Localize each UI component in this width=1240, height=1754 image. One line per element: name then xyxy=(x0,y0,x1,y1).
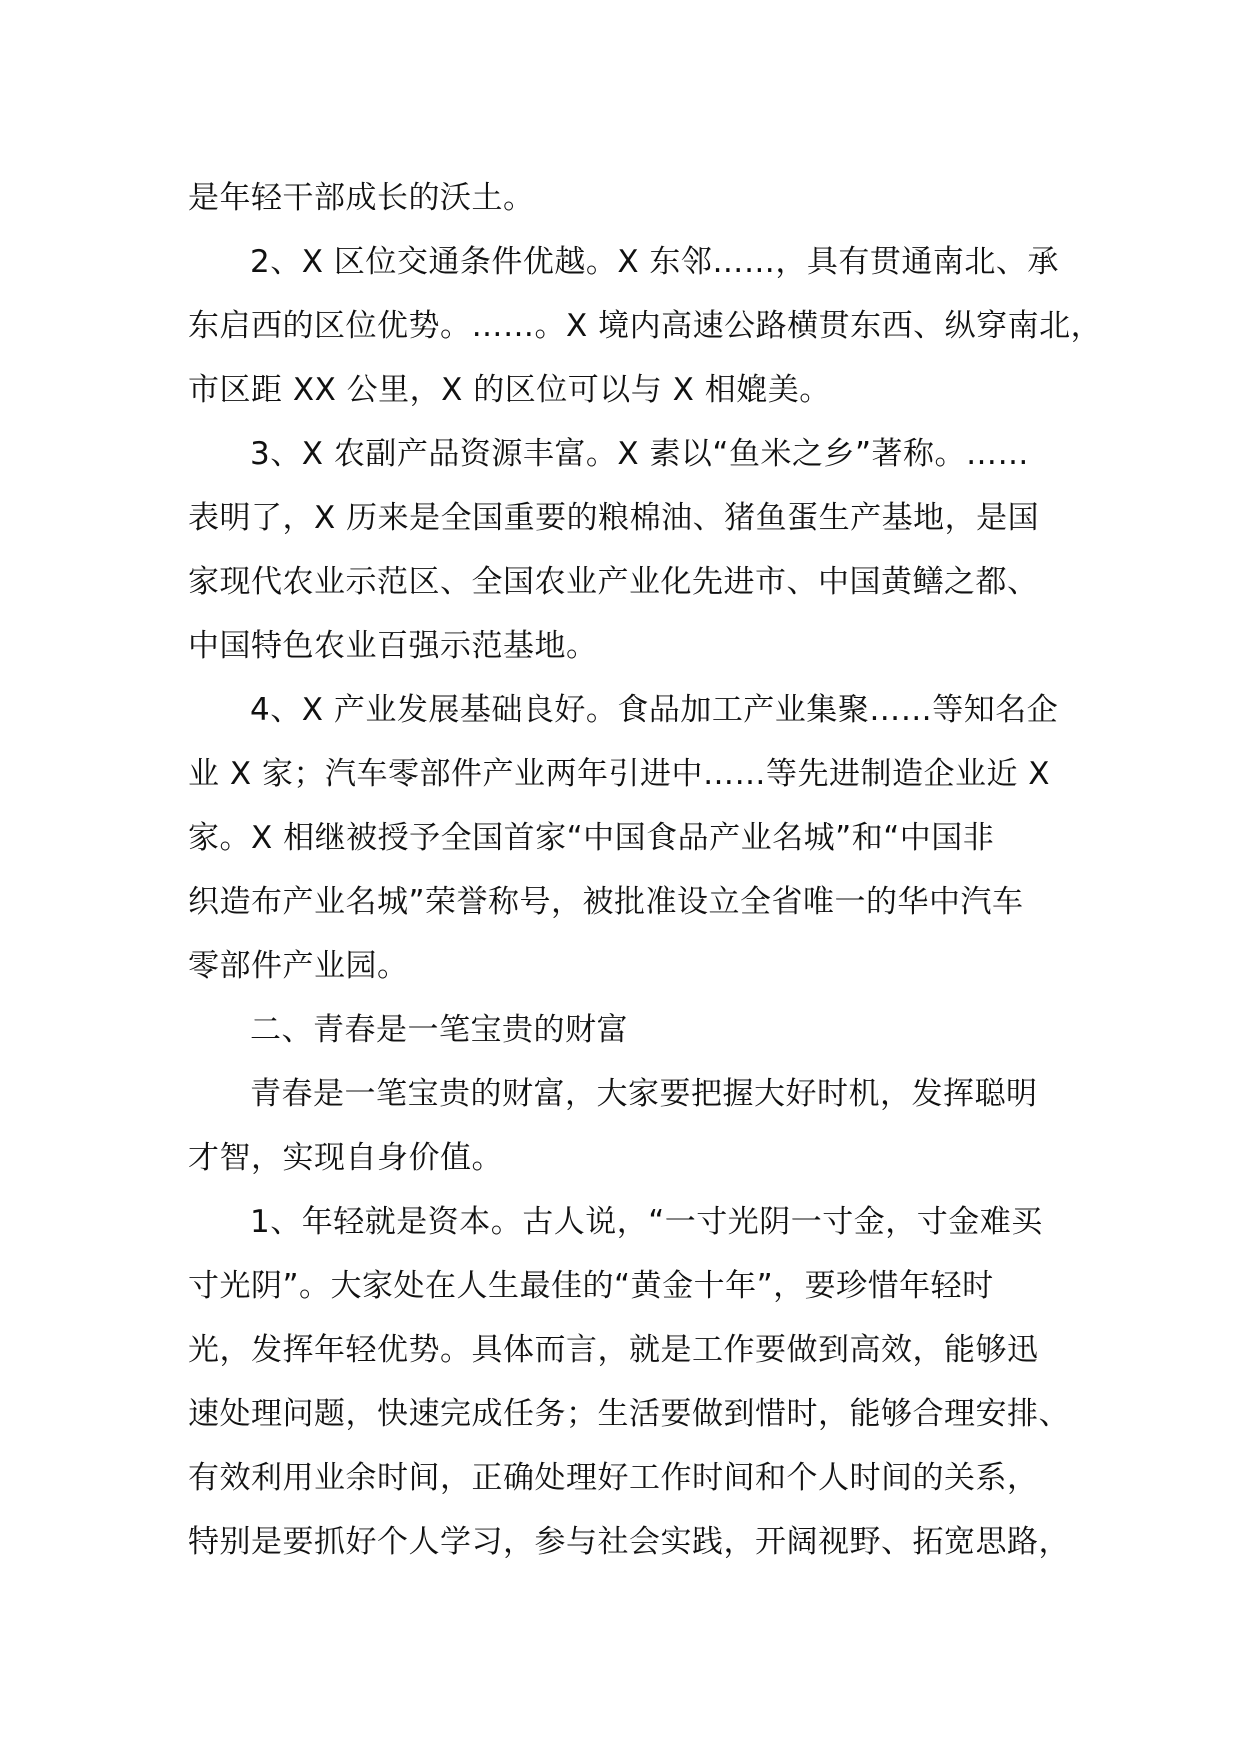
text-line: 市区距 XX 公里，X 的区位可以与 X 相媲美。 xyxy=(188,372,831,408)
text-line: 有效利用业余时间，正确处理好工作时间和个人时间的关系， xyxy=(188,1460,1039,1496)
text-line: 二、青春是一笔宝贵的财富 xyxy=(250,1012,628,1048)
text-line: 表明了，X 历来是全国重要的粮棉油、猪鱼蛋生产基地，是国 xyxy=(188,500,1040,536)
text-line: 3、X 农副产品资源丰富。X 素以“鱼米之乡”著称。…… xyxy=(250,436,1030,472)
text-line: 寸光阴”。大家处在人生最佳的“黄金十年”，要珍惜年轻时 xyxy=(188,1268,994,1304)
text-line: 中国特色农业百强示范基地。 xyxy=(188,628,598,664)
text-line: 光，发挥年轻优势。具体而言，就是工作要做到高效，能够迅 xyxy=(188,1332,1039,1368)
text-line: 4、X 产业发展基础良好。食品加工产业集聚……等知名企 xyxy=(250,692,1059,728)
text-line: 东启西的区位优势。……。X 境内高速公路横贯东西、纵穿南北， xyxy=(188,308,1103,344)
text-line: 家。X 相继被授予全国首家“中国食品产业名城”和“中国非 xyxy=(188,820,995,856)
text-line: 速处理问题，快速完成任务；生活要做到惜时，能够合理安排、 xyxy=(188,1396,1070,1432)
text-line: 2、X 区位交通条件优越。X 东邻……，具有贯通南北、承 xyxy=(250,244,1059,280)
text-line: 才智，实现自身价值。 xyxy=(188,1140,503,1176)
text-line: 织造布产业名城”荣誉称号，被批准设立全省唯一的华中汽车 xyxy=(188,884,1024,920)
text-line: 家现代农业示范区、全国农业产业化先进市、中国黄鳝之都、 xyxy=(188,564,1039,600)
text-line: 1、年轻就是资本。古人说，“一寸光阴一寸金，寸金难买 xyxy=(250,1204,1043,1240)
text-line: 特别是要抓好个人学习，参与社会实践，开阔视野、拓宽思路， xyxy=(188,1524,1070,1560)
text-line: 青春是一笔宝贵的财富，大家要把握大好时机，发挥聪明 xyxy=(250,1076,1038,1112)
text-line: 是年轻干部成长的沃土。 xyxy=(188,180,535,216)
text-line: 零部件产业园。 xyxy=(188,948,409,984)
text-line: 业 X 家；汽车零部件产业两年引进中……等先进制造企业近 X xyxy=(188,756,1051,792)
document-body xyxy=(188,166,1103,1574)
